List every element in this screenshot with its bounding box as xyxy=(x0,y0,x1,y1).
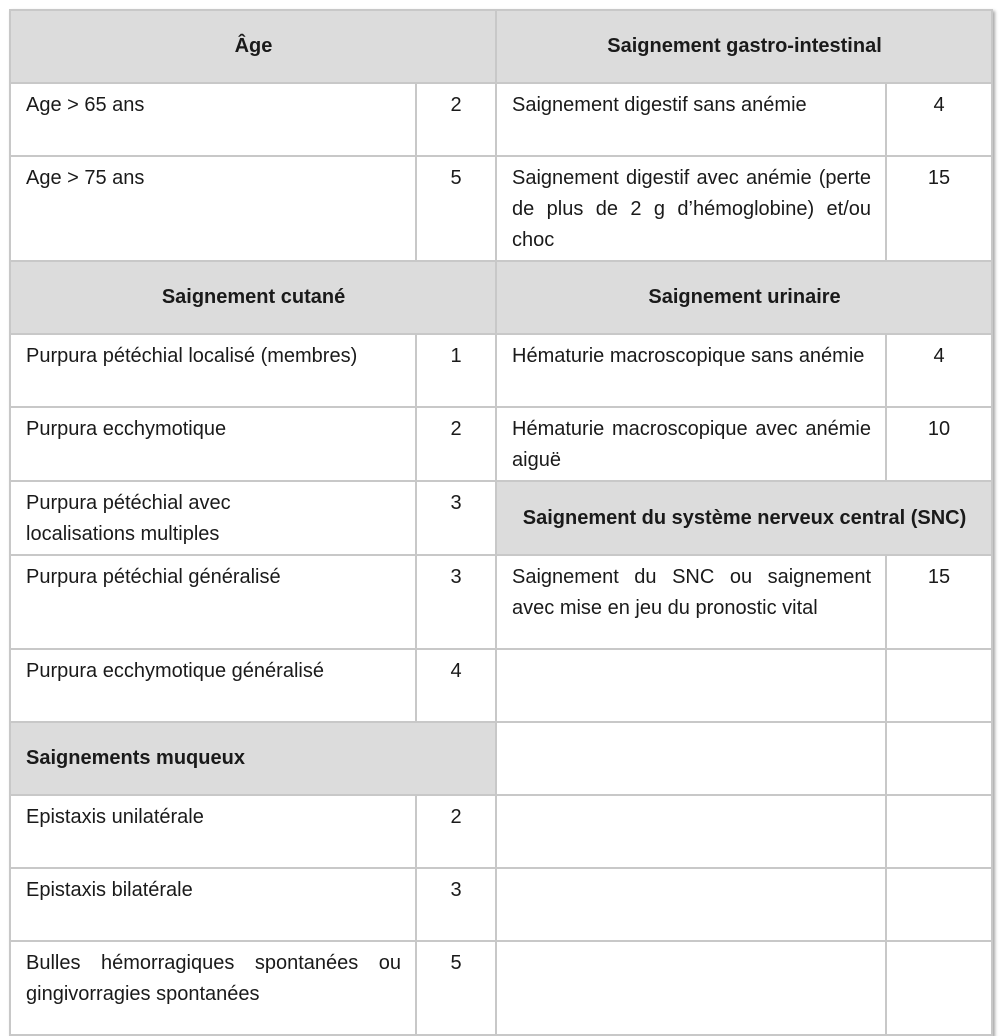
section-header-snc: Saignement du système nerveux central (SNC) xyxy=(496,481,992,555)
table-row xyxy=(10,10,992,83)
empty-cell xyxy=(496,649,886,722)
urinaire-score: 10 xyxy=(886,407,992,481)
cutane-score: 3 xyxy=(416,481,496,555)
table-row xyxy=(10,868,992,941)
cutane-label: Purpura pétéchial généralisé xyxy=(10,555,416,649)
muqueux-score: 2 xyxy=(416,795,496,868)
age-score: 5 xyxy=(416,156,496,261)
cutane-score: 1 xyxy=(416,334,496,407)
gastro-score: 4 xyxy=(886,83,992,156)
table-row xyxy=(10,481,992,555)
table-row xyxy=(10,941,992,1035)
empty-cell xyxy=(886,795,992,868)
muqueux-score: 3 xyxy=(416,868,496,941)
table-row xyxy=(10,261,992,334)
section-header-cutane: Saignement cutané xyxy=(10,261,496,334)
section-header-age: Âge xyxy=(10,10,496,83)
age-label: Age > 65 ans xyxy=(10,83,416,156)
cutane-score: 2 xyxy=(416,407,496,481)
empty-cell xyxy=(496,941,886,1035)
table-row xyxy=(10,407,992,481)
snc-score: 15 xyxy=(886,555,992,649)
section-header-urinaire: Saignement urinaire xyxy=(496,261,992,334)
gastro-score: 15 xyxy=(886,156,992,261)
empty-cell xyxy=(496,795,886,868)
table-row xyxy=(10,649,992,722)
bleeding-score-table xyxy=(9,9,993,1036)
cutane-label: Purpura pétéchial avec localisations multiples xyxy=(10,481,416,555)
gastro-label: Saignement digestif avec anémie (perte de plus de 2 g d’hémoglobine) et/ou choc xyxy=(496,156,886,261)
age-score: 2 xyxy=(416,83,496,156)
empty-cell xyxy=(886,868,992,941)
cutane-label: Purpura ecchymotique généralisé xyxy=(10,649,416,722)
empty-cell xyxy=(496,722,886,795)
empty-cell xyxy=(886,941,992,1035)
table-row xyxy=(10,334,992,407)
table-row xyxy=(10,722,992,795)
cutane-score: 4 xyxy=(416,649,496,722)
empty-cell xyxy=(886,649,992,722)
muqueux-label: Bulles hémorragiques spontanées ou gingivorragies spontanées xyxy=(10,941,416,1035)
empty-cell xyxy=(886,722,992,795)
table-row xyxy=(10,555,992,649)
urinaire-label: Hématurie macroscopique sans anémie xyxy=(496,334,886,407)
empty-cell xyxy=(496,868,886,941)
muqueux-label: Epistaxis unilatérale xyxy=(10,795,416,868)
table-row xyxy=(10,83,992,156)
section-header-muqueux: Saignements muqueux xyxy=(10,722,496,795)
table-row xyxy=(10,795,992,868)
snc-label: Saignement du SNC ou saignement avec mise en jeu du pronostic vital xyxy=(496,555,886,649)
section-header-gastro: Saignement gastro-intestinal xyxy=(496,10,992,83)
muqueux-label: Epistaxis bilatérale xyxy=(10,868,416,941)
cutane-label: Purpura ecchymotique xyxy=(10,407,416,481)
table-row xyxy=(10,156,992,261)
urinaire-label: Hématurie macroscopique avec anémie aiguë xyxy=(496,407,886,481)
muqueux-score: 5 xyxy=(416,941,496,1035)
age-label: Age > 75 ans xyxy=(10,156,416,261)
cutane-label: Purpura pétéchial localisé (membres) xyxy=(10,334,416,407)
cutane-score: 3 xyxy=(416,555,496,649)
gastro-label: Saignement digestif sans anémie xyxy=(496,83,886,156)
urinaire-score: 4 xyxy=(886,334,992,407)
